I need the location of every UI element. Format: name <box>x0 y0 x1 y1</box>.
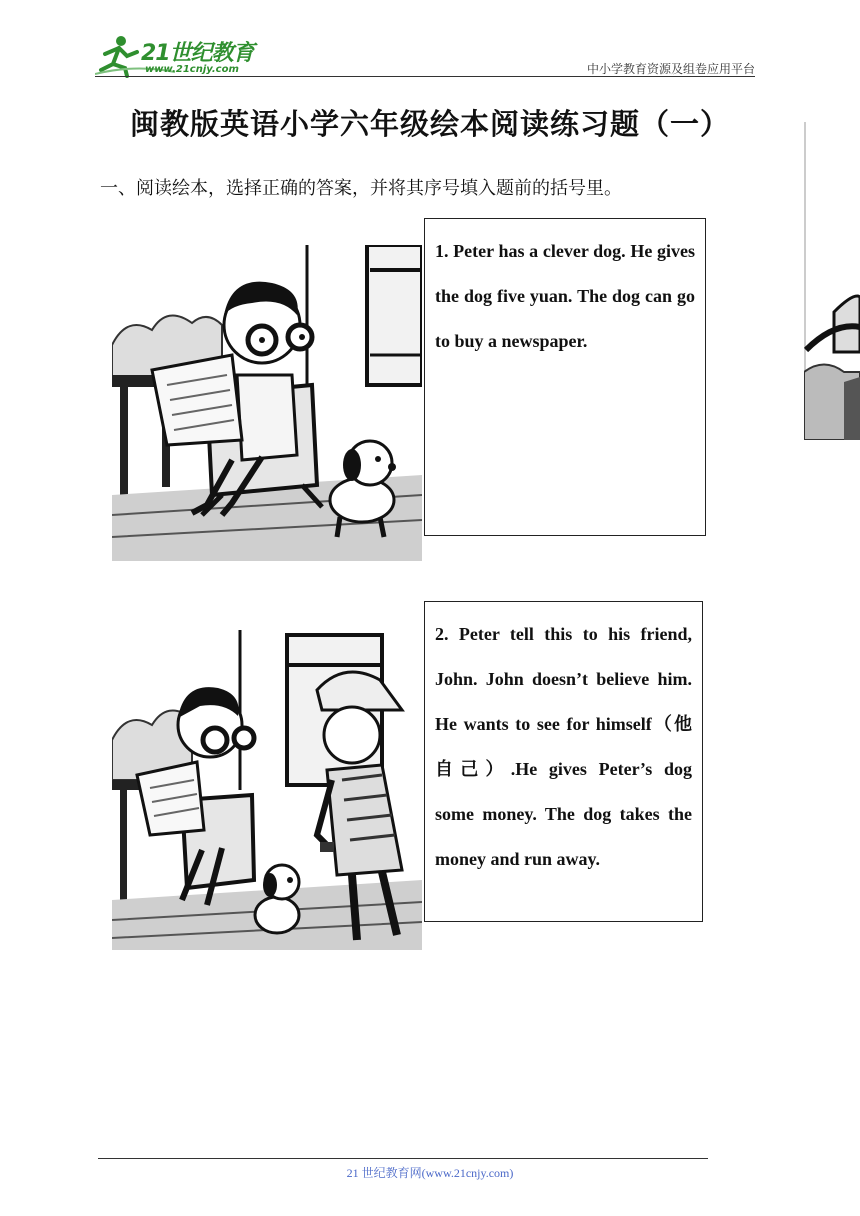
story-text-1: 1. Peter has a clever dog. He gives the dog five yuan. The dog can go to buy a newspaper. <box>435 241 695 351</box>
illustration-peter-and-dog <box>112 245 422 561</box>
footer-text: 21 世纪教育网(www.21cnjy.com) <box>346 1166 514 1180</box>
logo-text: 21世纪教育 <box>141 41 254 66</box>
story-box-2 <box>424 601 703 922</box>
story-box-1 <box>424 218 706 536</box>
story-text-2: 2. Peter tell this to his friend, John. John doesn’t believe him. He wants to see for himself（他自己）.He gives Peter’s dog some money. The dog takes the money and run away. <box>435 624 692 869</box>
site-logo <box>95 34 260 78</box>
illustration-cropped-right <box>804 122 860 440</box>
platform-name: 中小学教育资源及组卷应用平台 <box>586 62 755 76</box>
illustration-peter-john-and-dog <box>112 630 422 950</box>
page-title: 闽教版英语小学六年级绘本阅读练习题（一） <box>129 107 730 141</box>
header-divider <box>95 76 755 77</box>
footer-divider <box>98 1158 708 1159</box>
logo-url: www.21cnjy.com <box>145 64 239 75</box>
section-heading: 一、阅读绘本，选择正确的答案，并将其序号填入题前的括号里。 <box>100 178 622 199</box>
